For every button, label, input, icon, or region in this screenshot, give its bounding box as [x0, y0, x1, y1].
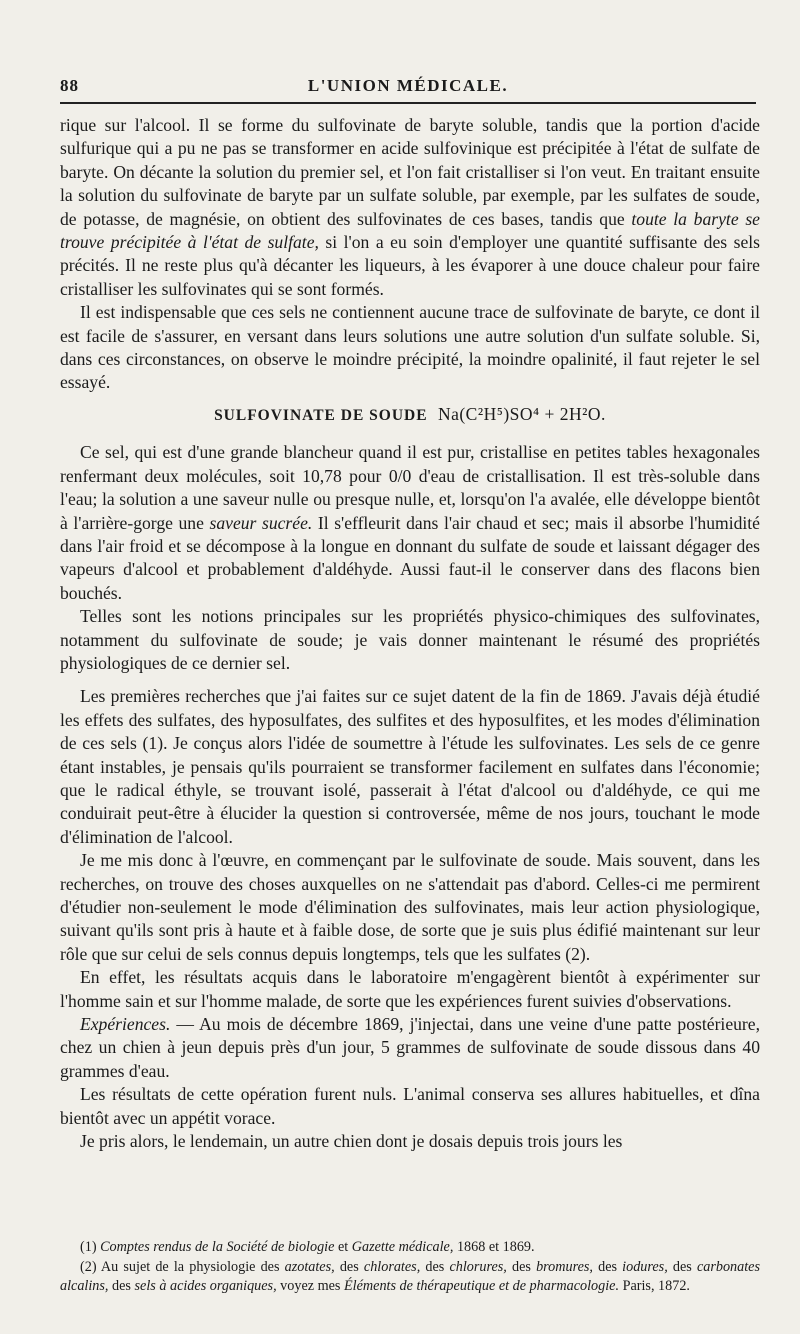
- emphasis: saveur sucrée.: [209, 512, 313, 533]
- paragraph: Je me mis donc à l'œuvre, en commençant par le sulfovinate de soude. Mais souvent, dans les recherches, on trouve des choses auxquelles on ne s'attendait pas d'abord. Celles-ci me permirent d'étudier non-seulement le mode d'élimination des sulfovinates, mais leur action physiologique, suivant qu'ils sont pris à haute et à faible dose, de sorte que je suis plus édifié maintenant sur leur rôle que sur celui de sels connus depuis longtemps, tels que les sulfates (2).: [60, 850, 760, 964]
- paragraph: Telles sont les notions principales sur les propriétés physico-chimiques des sulfovinates, notamment du sulfovinate de soude; je vais donner maintenant le résumé des propriétés physiologiques de ce dernier sel.: [60, 606, 760, 673]
- footnote: (2) Au sujet de la physiologie des azotates, des chlorates, des chlorures, des bromures, des iodures, des carbonates alcalins, des sels à acides organiques, voyez mes Éléments de thérapeutique et de pharmacologie. Paris, 1872.: [60, 1258, 761, 1294]
- paragraph: rique sur l'alcool. Il se forme du sulfovinate de baryte soluble, tandis que la portion d'acide sulfurique qui a pu ne pas se transformer en acide sulfovinique est précipitée à l'état de sulfate de baryte. On décante la solution du premier sel, et l'on fait cristalliser si l'on veut. En traitant ensuite la solution du sulfovinate de baryte par un sulfate soluble, par exemple, par les sulfates de soude, de potasse, de magnésie, on obtient des sulfovinates de ces bases, tandis que toute la baryte se trouve précipitée à l'état de sulfate, si l'on a eu soin d'employer une quantité suffisante des sels précités. Il ne reste plus qu'à décanter les liqueurs, à les évaporer à une douce chaleur pour faire cristalliser les sulfovinates qui se sont formés.: [60, 115, 760, 299]
- footnote: (1) Comptes rendus de la Société de biologie et Gazette médicale, 1868 et 1869.: [80, 1239, 535, 1255]
- chemical-formula: Na(C²H⁵)SO⁴ + 2H²O.: [437, 403, 606, 424]
- emphasis: toute la baryte se trouve précipitée à l'état de sulfate,: [60, 208, 760, 253]
- body-text: [60, 114, 760, 1153]
- paragraph: Je pris alors, le lendemain, un autre chien dont je dosais depuis trois jours les: [80, 1131, 623, 1152]
- paragraph: Les premières recherches que j'ai faites sur ce sujet datent de la fin de 1869. J'avais déjà étudié les effets des sulfates, des hyposulfates, des sulfites et des hyposulfites, et les modes d'élimination de ces sels (1). Je conçus alors l'idée de soumettre à l'étude les sulfovinates. Les sels de ce genre étant instables, je pensais qu'ils pourraient se transformer facilement en sulfates dans l'économie; que le radical éthyle, se trouvant isolé, passerait à l'état d'alcool ou d'aldéhyde, ce qui me conduirait peut-être à élucider la question si controversée, même de nos jours, touchant le mode d'élimination de l'alcool.: [60, 686, 760, 847]
- page-number: 88: [60, 76, 79, 95]
- subsection-label: Expériences.: [80, 1014, 171, 1035]
- running-title: L'UNION MÉDICALE.: [307, 76, 509, 95]
- footnotes: [60, 1238, 760, 1297]
- page-header: [60, 72, 756, 100]
- paragraph: En effet, les résultats acquis dans le laboratoire m'engagèrent bientôt à expérimenter sur l'homme sain et sur l'homme malade, de sorte que les expériences furent suivies d'observations.: [60, 967, 760, 1011]
- section-heading: [60, 403, 760, 427]
- paragraph: Il est indispensable que ces sels ne contiennent aucune trace de sulfovinate de baryte, ce dont il est facile de s'assurer, en versant dans leurs solutions une autre solution d'un sulfate soluble. Si, dans ces circonstances, on observe le moindre précipité, la moindre opalinité, il faut rejeter le sel essayé.: [60, 302, 760, 393]
- header-rule: [60, 102, 756, 104]
- paragraph: Ce sel, qui est d'une grande blancheur quand il est pur, cristallise en petites tables hexagonales renfermant deux molécules, soit 10,78 pour 0/0 d'eau de cristallisation. Il est très-soluble dans l'eau; la solution a une saveur nulle ou presque nulle, et, lorsqu'on l'a avalée, elle développe bientôt à l'arrière-gorge une saveur sucrée. Il s'effleurit dans l'air chaud et sec; mais il absorbe l'humidité dans l'air froid et se décompose à la longue en donnant du sulfate de soude et laissant dégager des vapeurs d'alcool et probablement d'aldéhyde. Aussi faut-il le conserver dans des flacons bien bouchés.: [60, 442, 760, 603]
- paragraph: Expériences. — Au mois de décembre 1869, j'injectai, dans une veine d'une patte postérieure, chez un chien à jeun depuis près d'un jour, 5 grammes de sulfovinate de soude dissous dans 40 grammes d'eau.: [60, 1014, 760, 1081]
- paragraph: Les résultats de cette opération furent nuls. L'animal conserva ses allures habituelles, et dîna bientôt avec un appétit vorace.: [60, 1084, 760, 1128]
- section-heading-label: SULFOVINATE DE SOUDE: [214, 406, 428, 424]
